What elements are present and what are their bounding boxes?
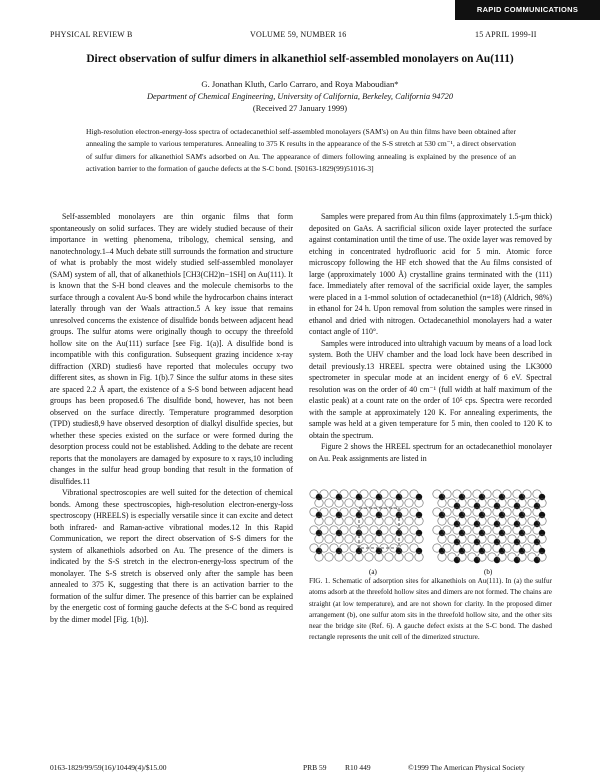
gold-atom: [503, 490, 511, 498]
gold-atom: [340, 490, 348, 498]
gold-atom: [523, 508, 531, 516]
paragraph: Figure 2 shows the HREEL spectrum for an octadecanethiol monolayer on Au. Peak assignments are listed in: [309, 442, 552, 463]
gold-atom: [523, 490, 531, 498]
gold-atom: [320, 490, 328, 498]
paragraph: Self-assembled monolayers are thin organic films that form spontaneously on solid surfaces. They are widely studied because of their importance in wetting phenomena, tribology, chemical sensing, and nanotechnology.1–4 Much debate still surrounds the formation and structure of what is probably the most widely studied self-assembled monolayer (SAM) system of all, that of alkanethiols [CH3(CH2)n−1SH] on Au(111). It is known that the S-H bond cleaves and the molecule chemisorbs to the surface through a covalent Au-S bond while the hydrocarbon chains interact laterally through van der Waals attraction.5 A key issue that remains unresolved concerns the existence of disulfide bonds between adjacent head groups. The sulfur atoms were originally though to occupy the threefold hollow site on the Au(111) surface [see Fig. 1(a)]. A disulfide bond is incompatible with this configuration. Subsequent grazing incidence x-ray diffraction (XRD) studies6 have reported that molecules occupy two different sites, as shown in Fig. 1(b).7 Since the sulfur atoms in these sites are spaced 2.2 Å apart, the existence of a S-S bond between adjacent head groups has been proposed.6 The disulfide bond, however, has not been observed on the surface directly. Temperature programmed desorption (TPD) studies8,9 have observed desorption of dialkyl disulfide species, but whether these species existed on the surface or were formed during the desorption process could not be established. Adding to the debate are recent reports that the monolayers are damaged by exposure to x rays,10 including changes in the sulfur head group bonding that result in the formation of disulfides.11: [50, 212, 293, 486]
footer-copyright: ©1999 The American Physical Society: [408, 763, 525, 772]
gold-atom: [385, 535, 393, 543]
gold-atom: [380, 490, 388, 498]
gold-atom: [385, 553, 393, 561]
paper-title: Direct observation of sulfur dimers in alkanethiol self-assembled monolayers on Au(111): [86, 53, 514, 65]
gold-atom: [345, 517, 353, 525]
gold-atom: [443, 490, 451, 498]
gold-atom: [365, 535, 373, 543]
gold-atom: [443, 508, 451, 516]
gold-atom: [405, 553, 413, 561]
gold-atom: [523, 544, 531, 552]
gold-atom: [365, 517, 373, 525]
gold-atom: [400, 526, 408, 534]
figure-label-b: (b): [484, 568, 493, 576]
gold-atom: [380, 508, 388, 516]
gold-atom: [463, 490, 471, 498]
paragraph: Vibrational spectroscopies are well suited for the detection of chemical bonds. Among these spectroscopies, high-resolution electron-energy-loss spectroscopy (HREELS) is especially versatile since it can excite and detect both infrared- and Raman-active vibrational modes.12 In this Rapid Communication, we report the direct observation of S-S dimers for the system of alkanethiols adsorbed on Au. The presence of the dimers is indicated by the S-S stretch in the electron-energy-loss spectrum of the monolayer. The S-S stretch is observed only after the sample has been annealed to 375 K, suggesting that there is an activation barrier to the formation of the sulfur dimer. The presence of this barrier can be explained by the energetic cost of forming gauche defects at the S-C bond as required by the dimer model [Fig. 1(b)].: [50, 488, 293, 624]
gold-atom: [483, 526, 491, 534]
gold-atom: [325, 553, 333, 561]
journal-name: PHYSICAL REVIEW B: [50, 30, 133, 39]
gold-atom: [325, 499, 333, 507]
gold-atom: [360, 490, 368, 498]
received-date: (Received 27 January 1999): [252, 104, 348, 113]
figure-caption: FIG. 1. Schematic of adsorption sites for alkanethiols on Au(111). In (a) the sulfur atoms adsorb at the threefold hollow sites and dimers are not formed. The chains are straight (at low temperature), and are not shown for clarity. In the proposed dimer arrangement (b), one sulfur atom sits in the threefold hollow site, and the other sits near the bridge site (Ref. 6). A gauche defect exists at the S-C bond. The dashed rectangle represents the unit cell of the dimerized structure.: [309, 577, 552, 642]
gold-atom: [325, 517, 333, 525]
gold-atom: [360, 508, 368, 516]
authors: G. Jonathan Kluth, Carlo Carraro, and Roya Maboudian*: [201, 79, 399, 89]
gold-atom: [503, 544, 511, 552]
gold-atom: [385, 499, 393, 507]
gold-atom: [365, 499, 373, 507]
gold-atom: [400, 544, 408, 552]
footer-page: R10 449: [345, 763, 371, 772]
gold-atom: [345, 553, 353, 561]
footer-code: 0163-1829/99/59(16)/10449(4)/$15.00: [50, 763, 167, 772]
paragraph: Samples were introduced into ultrahigh vacuum by means of a load lock system. Both the UHV chamber and the load lock have been described in detail previously.13 HREEL spectra were obtained using the LK3000 spectrometer in specular mode at an incident energy of 6 eV. Spectral resolution was on the order of 40 cm⁻¹ (full width at half maximum of the elastic peak) at a count rate on the order of 10⁵ cps. Spectra were recorded with the sample at approximately 120 K. For annealing experiments, the sample was held at a given temperature for 5 min, then cooled to 120 K to obtain the spectrum.: [309, 338, 552, 440]
gold-atom: [483, 508, 491, 516]
abstract: High-resolution electron-energy-loss spectra of octadecanethiol self-assembled monolayers (SAM's) on Au thin films have been obtained after annealing the sample to various temperatures. Annealing to 375 K results in the appearance of the S-S stretch at 530 cm⁻¹, a direct observation of sulfur dimers for alkanethiol SAM's adsorbed on Au. The appearance of dimers following annealing is explained by the presence of an activation barrier to the formation of gauche defects at the S-C bond. [S0163-1829(99)51016-3]: [86, 127, 516, 173]
gold-atom: [400, 508, 408, 516]
gold-atom: [503, 526, 511, 534]
gold-atom: [325, 535, 333, 543]
gold-atom: [405, 517, 413, 525]
gold-atom: [400, 490, 408, 498]
figure-1: [309, 488, 552, 578]
gold-atom: [483, 544, 491, 552]
gold-atom: [405, 535, 413, 543]
gold-atom: [483, 490, 491, 498]
adsorption-site-schematic: [309, 488, 552, 578]
volume-info: VOLUME 59, NUMBER 16: [250, 30, 347, 39]
paragraph: Samples were prepared from Au thin films (approximately 1.5-μm thick) deposited on GaAs. A sacrificial silicon oxide layer protected the surface against contamination until the time of use. The oxide layer was removed by etching in concentrated hydrofluoric acid for 5 min. Atomic force microscopy following the HF etch showed that the Au films consisted of large (approximately 1000 Å) crystalline grains terminated with the (111) face. Immediately after removal of the sacrificial oxide layer, the samples were placed in a 1-mmol solution of octadecanethiol (n=18) (Aldrich, 98%) in ethanol for 24 h. Upon removal from solution the samples were rinsed in ethanol and dried with nitrogen. Octadecanethiol monolayers had a water contact angle of 110°.: [309, 212, 552, 336]
gold-atom: [340, 508, 348, 516]
gold-atom: [503, 508, 511, 516]
gold-atom: [443, 526, 451, 534]
gold-atom: [320, 526, 328, 534]
gold-atom: [345, 535, 353, 543]
section-banner: RAPID COMMUNICATIONS: [455, 0, 600, 20]
left-column: [50, 211, 293, 625]
issue-date: 15 APRIL 1999-II: [475, 30, 537, 39]
gold-atom: [380, 526, 388, 534]
gold-atom: [345, 499, 353, 507]
gold-atom: [320, 508, 328, 516]
gold-atom: [463, 508, 471, 516]
gold-atom: [340, 526, 348, 534]
gold-atom: [385, 517, 393, 525]
figure-label-a: (a): [369, 568, 377, 576]
gold-atom: [405, 499, 413, 507]
gold-atom: [463, 544, 471, 552]
gold-atom: [523, 526, 531, 534]
footer-journal: PRB 59: [303, 763, 327, 772]
gold-atom: [320, 544, 328, 552]
gold-atom: [365, 553, 373, 561]
gold-atom: [463, 526, 471, 534]
lattice-b: [433, 490, 546, 563]
gold-atom: [443, 544, 451, 552]
lattice-a: [310, 490, 423, 561]
gold-atom: [340, 544, 348, 552]
right-column: [309, 211, 552, 464]
gold-atom: [360, 526, 368, 534]
affiliation: Department of Chemical Engineering, University of California, Berkeley, California 94720: [146, 92, 454, 101]
